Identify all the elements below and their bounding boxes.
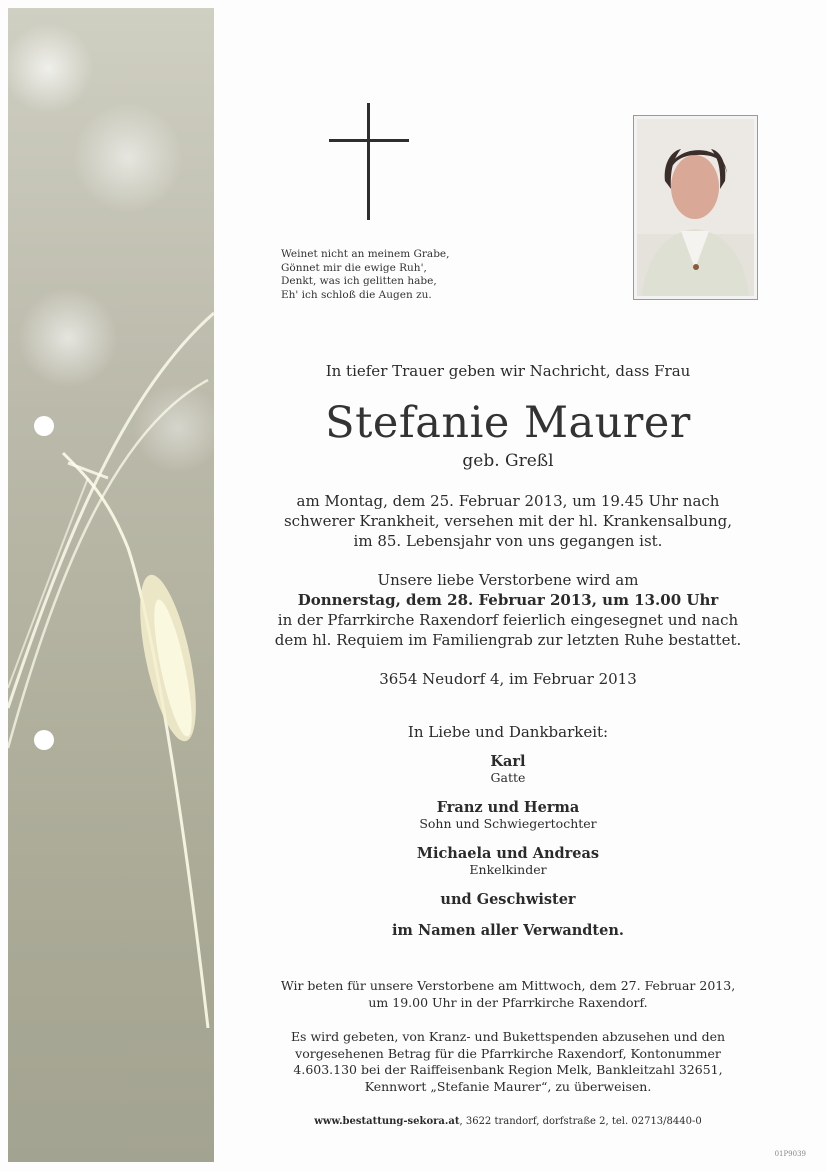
siblings-text: und Geschwister [440,891,576,908]
poem-line: Gönnet mir die ewige Ruh', [281,261,427,274]
place-date: 3654 Neudorf 4, im Februar 2013 [379,670,637,688]
donation-notice [230,1029,786,1095]
prayer-notice [230,978,786,1011]
prayer-line: um 19.00 Uhr in der Pfarrkirche Raxendorf. [368,994,648,1010]
portrait-photo [633,115,758,300]
funeral-line: in der Pfarrkirche Raxendorf feierlich eingesegnet und nach [277,611,739,629]
relative-entry [230,845,786,877]
intro-text: In tiefer Trauer geben wir Nachricht, dass Frau [325,362,691,380]
punch-hole-top [34,416,54,436]
donation-line: vorgesehenen Betrag für die Pfarrkirche Raxendorf, Kontonummer [295,1045,721,1061]
poem [281,248,449,302]
death-notice-line: am Montag, dem 25. Februar 2013, um 19.45 Uhr nach [296,492,720,510]
death-notice-line: im 85. Lebensjahr von uns gegangen ist. [353,532,663,550]
poem-line: Weinet nicht an meinem Grabe, [281,248,450,260]
funeral-notice [230,570,786,650]
wheat-photo-panel [8,8,214,1162]
relative-name: Michaela und Andreas [416,845,600,862]
relative-name: Franz und Herma [436,799,580,816]
maiden-name: geb. Greßl [462,451,554,471]
funeral-line: dem hl. Requiem im Familiengrab zur letzten Ruhe bestattet. [274,631,742,649]
donation-line: Es wird gebeten, von Kranz- und Bukettspenden abzusehen und den [290,1029,726,1044]
donation-line: 4.603.130 bei der Raiffeisenbank Region Melk, Bankleitzahl 32651, [293,1062,723,1077]
relatives-closing: im Namen aller Verwandten. [392,922,624,939]
relative-entry [230,799,786,831]
document-code: 01P9039 [774,1150,806,1158]
funeral-line: Unsere liebe Verstorbene wird am [377,571,639,589]
punch-hole-bottom [34,730,54,750]
relative-role: Sohn und Schwiegertochter [419,816,597,831]
wheat-stalk-image [8,8,214,1162]
funeral-home-url[interactable]: www.bestattung-sekora.at [314,1116,460,1127]
relative-role: Gatte [490,770,526,785]
funeral-home-address: , 3622 trandorf, dorfstraße 2, tel. 02713/8440-0 [459,1116,702,1127]
donation-line: Kennwort „Stefanie Maurer“, zu überweisen. [364,1078,652,1094]
prayer-line: Wir beten für unsere Verstorbene am Mittwoch, dem 27. Februar 2013, [280,978,736,993]
poem-line: Eh' ich schloß die Augen zu. [281,288,432,301]
death-notice [230,491,786,551]
funeral-home-imprint [230,1116,786,1127]
deceased-name: Stefanie Maurer [325,398,691,448]
funeral-date: Donnerstag, dem 28. Februar 2013, um 13.00 Uhr [297,591,719,609]
poem-line: Denkt, was ich gelitten habe, [281,275,437,287]
relative-entry [230,753,786,785]
mourners-intro: In Liebe und Dankbarkeit: [407,723,609,741]
relative-name: Karl [490,753,526,770]
death-notice-line: schwerer Krankheit, versehen mit der hl. Krankensalbung, [283,512,733,530]
relative-role: Enkelkinder [469,862,547,877]
